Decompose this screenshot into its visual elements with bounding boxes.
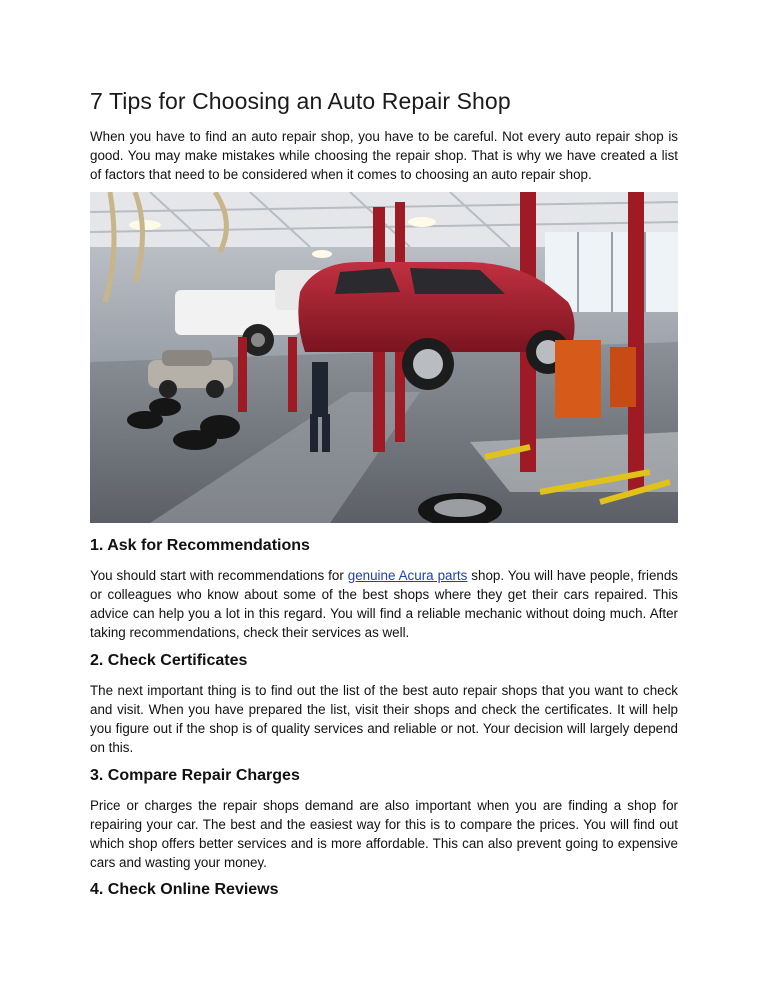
section-text-1b: shop. You will have people, friends or colleagues who know about some of the best shops where they get their cars repaired. This advice can help you a lot in this regard. You will find a reliable mechanic without doing much. After taking recommendations, check their services as well. <box>90 568 678 640</box>
section-heading-3: 3. Compare Repair Charges <box>90 767 300 784</box>
section-text-1a: You should start with recommendations for <box>90 568 348 583</box>
section-paragraph-1 <box>90 566 678 642</box>
repair-shop-photo <box>90 192 678 523</box>
section-heading-1: 1. Ask for Recommendations <box>90 537 310 554</box>
page-title: 7 Tips for Choosing an Auto Repair Shop <box>90 88 511 114</box>
garage-illustration <box>90 192 678 523</box>
section-paragraph-3: Price or charges the repair shops demand are also important when you are finding a shop for repairing your car. The best and the easiest way for this is to compare the prices. You will find out which shop offers better services and is more affordable. This can also prevent going to expensive cars and wasting your money. <box>90 798 678 870</box>
intro-paragraph: When you have to find an auto repair shop, you have to be careful. Not every auto repair shop is good. You may make mistakes while choosing the repair shop. That is why we have created a list of factors that need to be considered when it comes to choosing an auto repair shop. <box>90 129 678 182</box>
section-paragraph-2: The next important thing is to find out the list of the best auto repair shops that you want to check and visit. When you have prepared the list, visit their shops and check the certificates. It will help you figure out if the shop is of quality services and reliable or not. Your decision will largely depend on this. <box>90 683 678 755</box>
section-heading-2: 2. Check Certificates <box>90 652 248 669</box>
genuine-acura-parts-link[interactable]: genuine Acura parts <box>347 568 468 583</box>
section-heading-4: 4. Check Online Reviews <box>90 881 279 898</box>
